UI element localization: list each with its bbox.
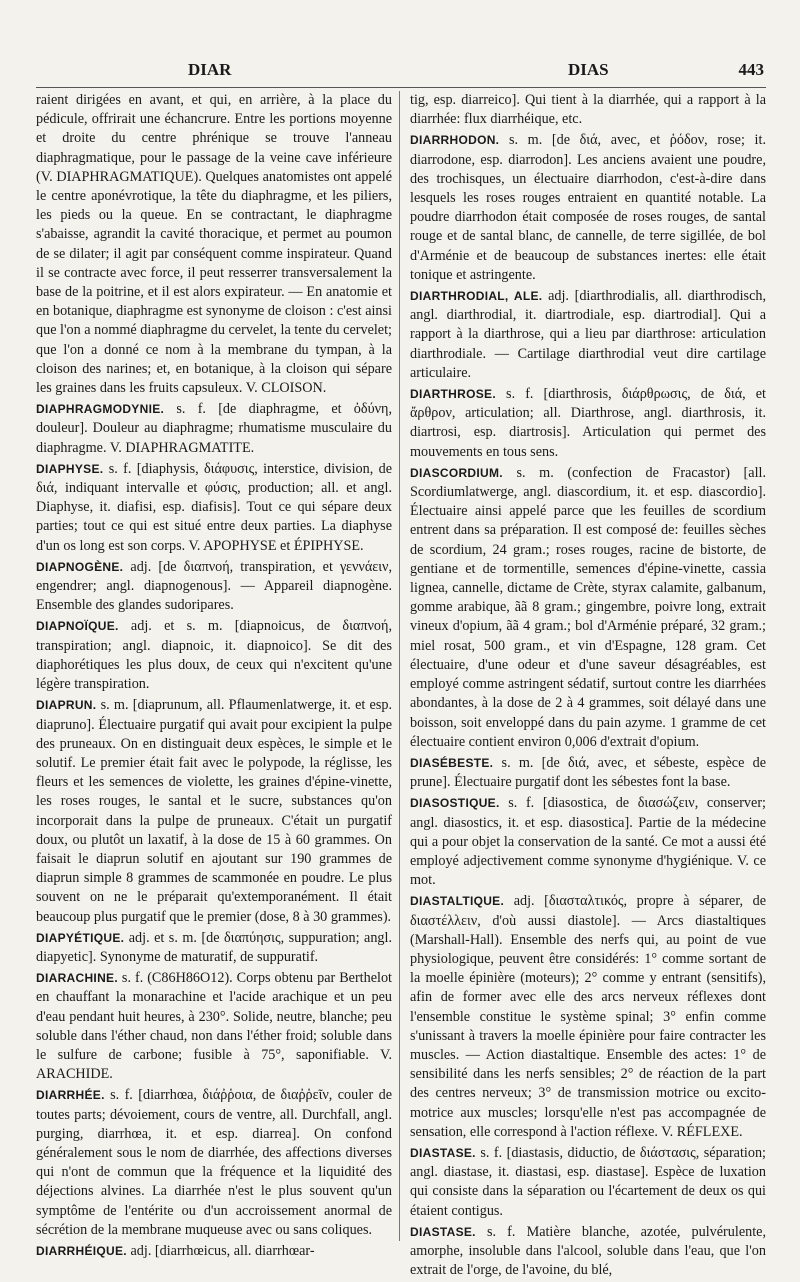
entry-definition: s. f. (C86H86O12). Corps obtenu par Berthelot en chauffant la monarachine et l'acide arachique et un peu d'eau pendant huit heures, à 230°. Solide, neutre, blanche; peu soluble dans l'éther chaud, non dans l'éther froid; soluble dans le sulfure de carbone; fusible à 75°, saponifiable. V. ARACHIDE. (36, 970, 392, 1083)
dictionary-entry (410, 385, 766, 462)
dictionary-entry (36, 617, 392, 694)
dictionary-entry (410, 91, 766, 129)
entry-definition: adj. et s. m. [diapnoicus, de διαπνοή, transpiration; angl. diapnoic, it. diapnoico]. Se dit des diaphorétiques les plus doux, de ceux qui n'excitent qu'une légère transpiration. (36, 618, 392, 693)
entry-definition: s. f. [diasostica, de διασώζειν, conserver; angl. diasostics, it. et esp. diasostica]. Partie de la médecine qui a pour objet la conservation de la santé. Ce mot a aussi été employé adjectivement comme synonyme d'hygiénique. V. ce mot. (410, 795, 766, 889)
entry-definition: adj. [de διαπνοή, transpiration, et γεννάειν, engendrer; angl. diapnogenous]. — Appareil diapnogène. Ensemble des glandes sudoripares. (36, 558, 392, 614)
dictionary-entry (410, 892, 766, 1142)
dictionary-entry (36, 929, 392, 967)
dictionary-entry (410, 794, 766, 890)
entry-definition: raient dirigées en avant, et qui, en arrière, à la place du pédicule, offrirait une échancrure. Entre les portions moyenne et droite du centre phrénique se trouve l'anneau diaphragmatique, pour le passage de la veine cave inférieure (V. DIAPHRAGMATIQUE). Quelques anatomistes ont appelé le centre aponévrotique, la tête du diaphragme, et les piliers, les pieds ou la queue. En se contractant, le diaphragme s'abaisse, agrandit la cavité thoracique, et permet au poumon de se dilater; il agit par conséquent comme inspirateur. Quand il se contracte avec force, il peut resserrer transversalement la base de la poitrine, et il est alors expirateur. — En anatomie et en botanique, diaphragme est synonyme de cloison : c'est ainsi que l'on a nommé diaphragme du cervelet, la tente du cervelet; que l'on a donné ce nom à la membrane du tympan, à la cloison des narines; et, en botanique, à la cloison qui sépare les graines dans les fruits capsuleux. V. CLOISON. (36, 92, 392, 397)
entry-headword: DIASTASE. (410, 1145, 476, 1160)
entry-headword: DIASCORDIUM. (410, 465, 503, 480)
entry-headword: DIAPNOGÈNE. (36, 559, 124, 574)
entry-definition: adj. [diarrhœicus, all. diarrhœar- (126, 1242, 315, 1259)
entry-definition: s. m. [de διά, avec, et sébeste, espèce de prune]. Électuaire purgatif dont les sébestes font la base. (410, 754, 766, 791)
entry-definition: s. f. [diastasis, diductio, de διάστασις, séparation; angl. diastase, it. diastasi, esp. diastase]. Espèce de luxation qui consiste dans la séparation ou l'écartement de deux os qui étaient contigus. (410, 1144, 766, 1219)
header-right-guideword: DIAS (568, 60, 609, 79)
entry-headword: DIARTHRODIAL, ALE. (410, 289, 543, 304)
dictionary-entry (36, 91, 392, 398)
left-column (36, 91, 392, 1263)
entry-headword: DIASOSTIQUE. (410, 796, 500, 811)
header-rule (36, 87, 766, 88)
entry-headword: DIAPHYSE. (36, 461, 104, 476)
entry-headword: DIARTHROSE. (410, 387, 496, 402)
dictionary-entry (36, 400, 392, 458)
entry-headword: DIAPYÉTIQUE. (36, 930, 125, 945)
dictionary-entry (36, 969, 392, 1084)
entry-headword: DIAPHRAGMODYNIE. (36, 402, 165, 417)
entry-definition: s. f. [diarthrosis, διάρθρωσις, de διά, et ἄρθρον, articulation; all. Diarthrose, angl. diarthrosis, it. diartrosi, esp. diartrosis]. Articulation qui permet des mouvements en tous sens. (410, 386, 766, 460)
running-header (0, 60, 800, 84)
dictionary-entry (410, 1223, 766, 1281)
entry-definition: adj. et s. m. [de διαπύησις, suppuration; angl. diapyetic]. Synonyme de maturatif, de suppuratif. (36, 929, 392, 965)
entry-headword: DIAPRUN. (36, 698, 97, 713)
page-number: 443 (738, 60, 764, 79)
entry-definition: s. m. [diaprunum, all. Pflaumenlatwerge, it. et esp. diapruno]. Électuaire purgatif qui avait pour excipient la pulpe des pruneaux. On en distinguait deux espèces, le simple et le solutif. Le premier était fait avec le polypode, la réglisse, les fleurs et les semences de violette, les graines d'épine-vinette, les roses rouges, le santal et le sucre, substances qu'on incorporait dans la pulpe de pruneaux. C'était un purgatif doux, ou plutôt un laxatif, à la dose de 15 à 60 grammes. On faisait le diaprun solutif en ajoutant sur 190 grammes de diaprun simple 8 grammes de scammonée en poudre. Le plus souvent on ne le préparait qu'extemporanément. Il était beaucoup plus purgatif que le premier (dose, 8 à 30 grammes). (36, 697, 392, 925)
entry-headword: DIASTALTIQUE. (410, 894, 505, 909)
entry-headword: DIARRHODON. (410, 133, 500, 148)
entry-headword: DIARRHÉE. (36, 1088, 105, 1103)
entry-definition: adj. [διασταλτικός, propre à séparer, de διαστέλλειν, d'où aussi diastole]. — Arcs diastaltiques (Marshall-Hall). Ensemble des nerfs qui, au point de vue physiologique, peuvent être considérés: 1° comme sortant de la moelle épinière (moteurs); 2° comme y entrant (sensitifs), afin de former avec elle des arcs nerveux réflexes dont l'ensemble constitue le système spinal; 3° enfin comme s'unissant à travers la moelle épinière pour faire contracter les muscles. — Action diastaltique. Ensemble des actes: 1° de sensibilité dans les nerfs sensibles; 2° de réaction de la part des centres nerveux; 3° de transmission motrice ou excito-motrice aux muscles; lorsqu'elle n'est pas accompagnée de sensation, elle correspond à l'action réflexe. V. RÉFLEXE. (410, 893, 766, 1140)
dictionary-entry (36, 558, 392, 616)
column-divider (399, 91, 400, 1241)
entry-headword: DIASÉBESTE. (410, 755, 494, 770)
dictionary-entry (410, 287, 766, 383)
entry-headword: DIAPNOÏQUE. (36, 619, 119, 634)
entry-definition: s. m. [de διά, avec, et ῥόδον, rose; it. diarrodone, esp. diarrodon]. Les anciens avaient une poudre, des trochisques, un électuaire diarrhodon, c'est-à-dire dans lesquels les roses rouges entraient en quantité notable. La poudre diarrhodon était composée de roses rouges, de santal rouge et de santal blanc, de cannelle, de terre sigillée, de bol d'Arménie et de beaucoup de substances inertes: elle était tonique et astringente. (410, 132, 766, 283)
entry-definition: s. f. [diaphysis, διάφυσις, interstice, division, de διά, indiquant intervalle et φύσις, production; all. et angl. Diaphyse, it. diafisi, esp. diafisis]. Tout ce qui sépare deux parties; tout ce qui est situé entre deux parties. La diaphyse d'un os long est son corps. V. APOPHYSE et ÉPIPHYSE. (36, 460, 392, 554)
entry-headword: DIARRHÉIQUE. (36, 1243, 127, 1258)
entry-headword: DIARACHINE. (36, 971, 118, 986)
dictionary-entry (36, 460, 392, 556)
entry-headword: DIASTASE. (410, 1224, 476, 1239)
entry-definition: s. f. [de diaphragme, et ὀδύνη, douleur]. Douleur au diaphragme; rhumatisme musculaire du diaphragme. V. DIAPHRAGMATITE. (36, 401, 392, 456)
entry-definition: s. f. Matière blanche, azotée, pulvérulente, amorphe, insoluble dans l'alcool, soluble dans l'eau, que l'on extrait de l'orge, de l'avoine, du blé, (410, 1223, 766, 1279)
dictionary-entry (36, 696, 392, 926)
dictionary-entry (36, 1242, 392, 1261)
dictionary-entry (410, 464, 766, 752)
dictionary-entry (410, 131, 766, 285)
dictionary-entry (36, 1086, 392, 1240)
header-left-guideword: DIAR (188, 60, 232, 79)
right-column (410, 91, 766, 1282)
entry-definition: s. m. (confection de Fracastor) [all. Scordiumlatwerge, angl. diascordium, it. et esp. diascordio]. Électuaire ainsi appelé parce que les feuilles de scordium entrent dans sa préparation. Il est composé de: feuilles sèches de scordium, 24 gram.; roses rouges, racine de bistorte, de gentiane et de tormentille, semences d'épine-vinette, cassia lignea, cannelle, dictame de Crète, styrax calamite, galbanum, gomme arabique, ãã 8 gram.; gingembre, poivre long, extrait vineux d'opium, ãã 4 gram.; bol d'Arménie préparé, 32 gram.; miel rosat, 500 gram., et vin d'Espagne, 128 gram. Cet électuaire, d'une odeur et d'une saveur désagréables, est employé comme astringent sédatif, surtout contre les diarrhées abondantes, à la dose de 2 à 4 grammes, soit délayé dans une boisson, soit enveloppé dans du pain azyme. 1 gramme de cet électuaire contient environ 0,006 d'extrait d'opium. (410, 464, 766, 750)
entry-definition: adj. [diarthrodialis, all. diarthrodisch, angl. diarthrodial, it. diartrodiale, esp. diartrodial]. Qui a rapport à la diarthrose, qui a lieu par diarthrose: articulation diarthrodiale. — Cartilage diarthrodial veut dire cartilage articulaire. (410, 288, 767, 381)
dictionary-entry (410, 1144, 766, 1221)
entry-definition: s. f. [diarrhœa, διάῤῥοια, de διαῤῥεῖν, couler de toutes parts; dévoiement, cours de ventre, all. Durchfall, angl. purging, diarrhœa, it. et esp. diarrea]. On confond généralement sous le nom de diarrhée, des affections diverses qui n'ont de commun que la fréquence et la liquidité des déjections alvines. La diarrhée n'est le plus souvent qu'un symptôme de l'entérite ou d'un accroissement anormal de sécrétion de la membrane muqueuse avec ou sans coliques. (36, 1087, 392, 1238)
entry-definition: tig, esp. diarreico]. Qui tient à la diarrhée, qui a rapport à la diarrhée: flux diarrhéique, etc. (410, 92, 766, 128)
dictionary-entry (410, 754, 766, 792)
